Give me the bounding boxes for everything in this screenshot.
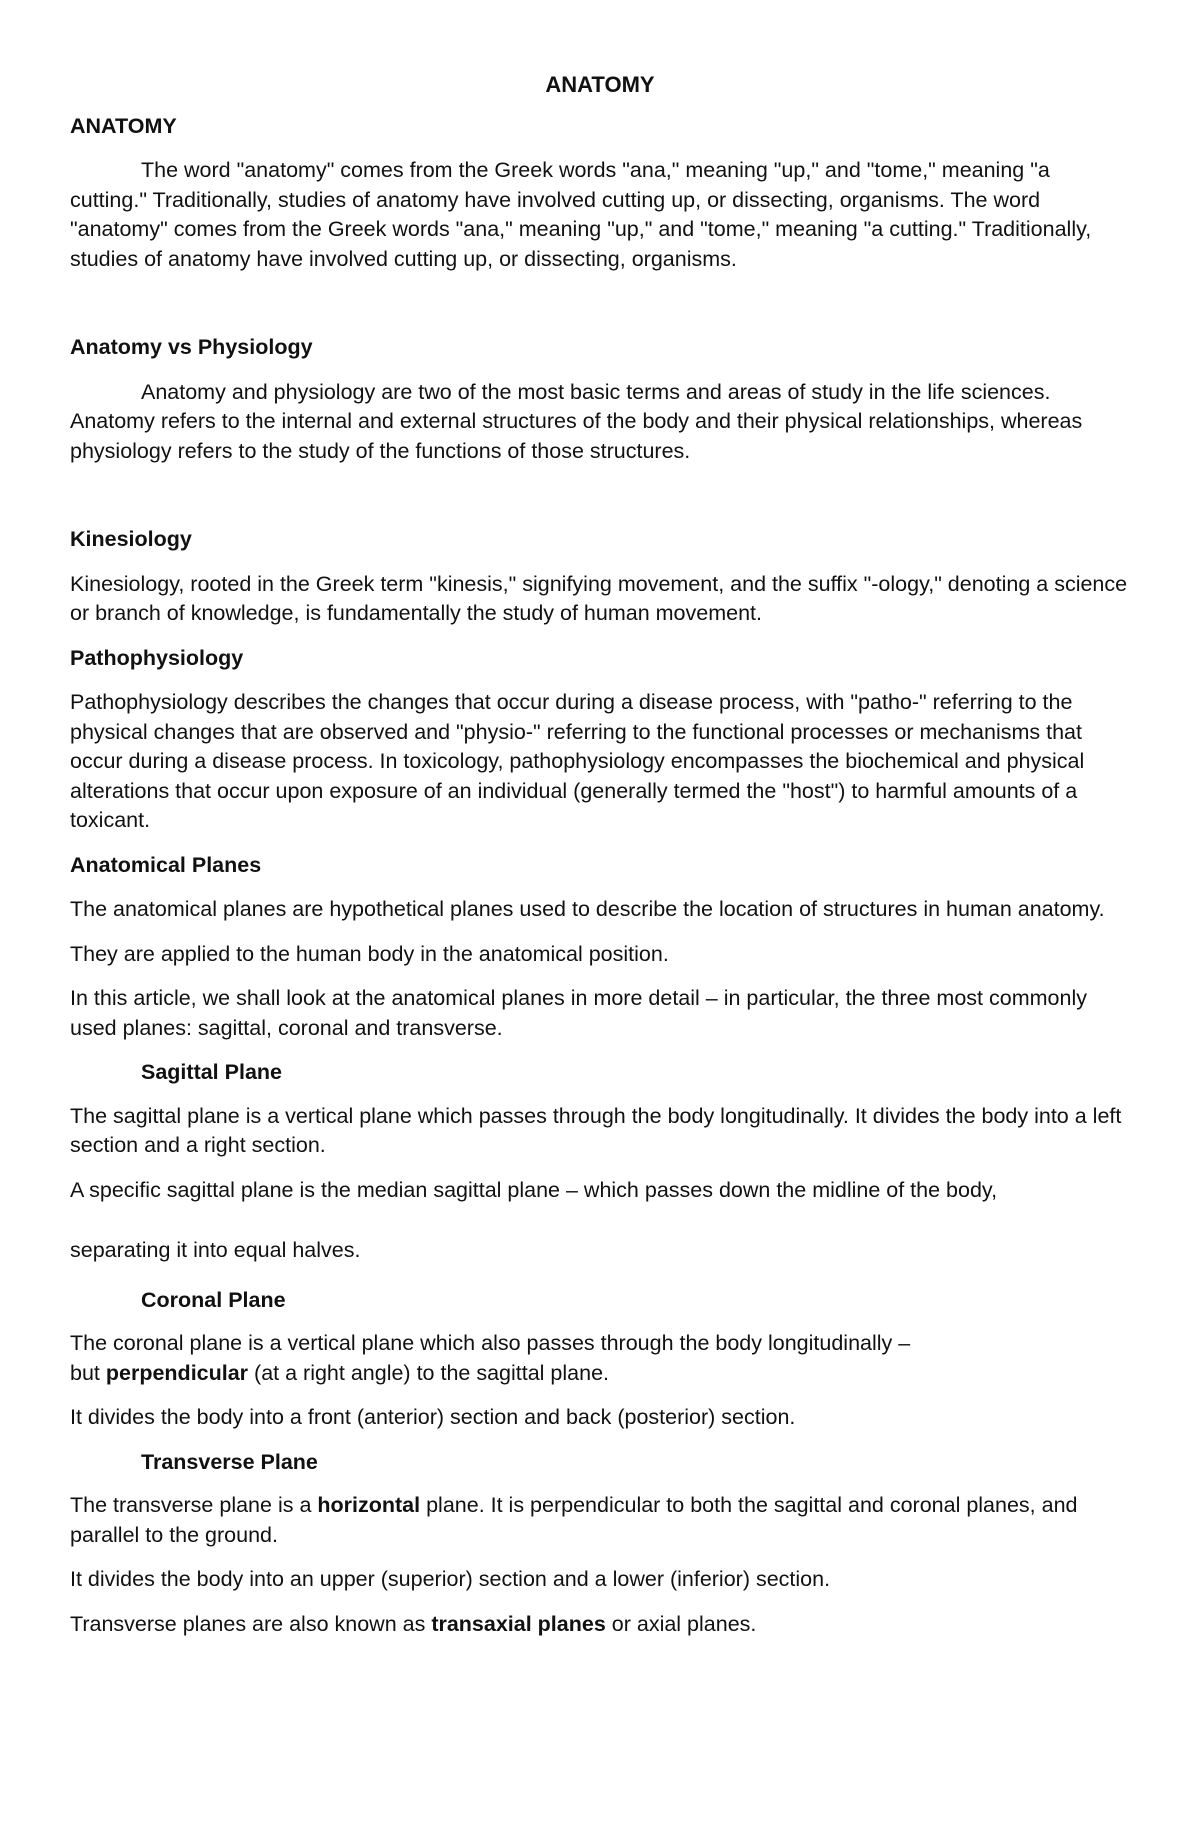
transverse-text-a: The transverse plane is a xyxy=(70,1493,318,1517)
paragraph-coronal-2: It divides the body into a front (anterior) section and back (posterior) section. xyxy=(70,1405,796,1429)
coronal-text-c: (at a right angle) to the sagittal plane. xyxy=(248,1360,610,1385)
paragraph-anatomy-definition: The word "anatomy" comes from the Greek words "ana," meaning "up," and "tome," meaning "a cutting." Traditionally, studies of anatomy have involved cutting up, or dissecting, organisms. The word "anatomy" comes from the Greek words "ana," meaning "up," and "tome," meaning "a cutting." Traditionally, studies of anatomy have involved cutting up, or dissecting, organisms. xyxy=(70,158,1092,271)
paragraph-kinesiology: Kinesiology, rooted in the Greek term "kinesis," signifying movement, and the suffix "-ology," denoting a science or branch of knowledge, is fundamentally the study of human movement. xyxy=(70,571,1128,625)
paragraph-anatomical-planes-3: In this article, we shall look at the anatomical planes in more detail – in particular, the three most commonly used planes: sagittal, coronal and transverse. xyxy=(70,986,1087,1040)
heading-pathophysiology: Pathophysiology xyxy=(70,645,244,670)
paragraph-transverse-2: It divides the body into an upper (superior) section and a lower (inferior) section. xyxy=(70,1567,831,1591)
transverse-alias-emphasis: transaxial planes xyxy=(431,1611,606,1636)
heading-anatomical-planes: Anatomical Planes xyxy=(70,852,262,877)
coronal-text-b: but xyxy=(70,1360,106,1385)
heading-anatomy: ANATOMY xyxy=(70,113,177,138)
spacer xyxy=(70,1220,1130,1236)
heading-transverse-plane: Transverse Plane xyxy=(141,1449,318,1474)
transverse-alias-text-b: or axial planes. xyxy=(605,1611,757,1636)
paragraph-anatomical-planes-2: They are applied to the human body in the anatomical position. xyxy=(70,941,669,966)
paragraph-sagittal-1: The sagittal plane is a vertical plane which passes through the body longitudinally. It divides the body into a left section and a right section. xyxy=(70,1103,1122,1157)
spacer xyxy=(70,289,1130,333)
coronal-text-a: The coronal plane is a vertical plane which also passes through the body longitudinally – xyxy=(70,1331,911,1355)
paragraph-transverse-1 xyxy=(70,1491,1130,1550)
heading-coronal-plane: Coronal Plane xyxy=(141,1287,286,1312)
paragraph-anatomical-planes-1: The anatomical planes are hypothetical planes used to describe the location of structures in human anatomy. xyxy=(70,897,1105,921)
paragraph-anatomy-vs-physiology: Anatomy and physiology are two of the most basic terms and areas of study in the life sciences. Anatomy refers to the internal and external structures of the body and their physical relationships, whereas physiology refers to the study of the functions of those structures. xyxy=(70,379,1083,463)
spacer xyxy=(70,481,1130,525)
paragraph-sagittal-3: separating it into equal halves. xyxy=(70,1238,361,1262)
paragraph-sagittal-2: A specific sagittal plane is the median sagittal plane – which passes down the midline of the body, xyxy=(70,1177,998,1202)
document-title: ANATOMY xyxy=(545,72,655,97)
transverse-emphasis: horizontal xyxy=(317,1493,421,1517)
paragraph-coronal-1 xyxy=(70,1329,1130,1388)
coronal-emphasis: perpendicular xyxy=(105,1360,249,1385)
heading-anatomy-vs-physiology: Anatomy vs Physiology xyxy=(70,335,313,359)
paragraph-pathophysiology: Pathophysiology describes the changes that occur during a disease process, with "patho-" referring to the physical changes that are observed and "physio-" referring to the functional processes or mechanisms that occur during a disease process. In toxicology, pathophysiology encompasses the biochemical and physical alterations that occur upon exposure of an individual (generally termed the "host") to harmful amounts of a toxicant. xyxy=(70,690,1085,832)
paragraph-transverse-3 xyxy=(70,1610,1130,1640)
transverse-alias-text-a: Transverse planes are also known as xyxy=(70,1611,432,1636)
transverse-text-b: plane. It is perpendicular to both the sagittal and coronal planes, and parallel to the ground. xyxy=(70,1493,1078,1547)
heading-sagittal-plane: Sagittal Plane xyxy=(141,1060,282,1084)
heading-kinesiology: Kinesiology xyxy=(70,527,192,551)
